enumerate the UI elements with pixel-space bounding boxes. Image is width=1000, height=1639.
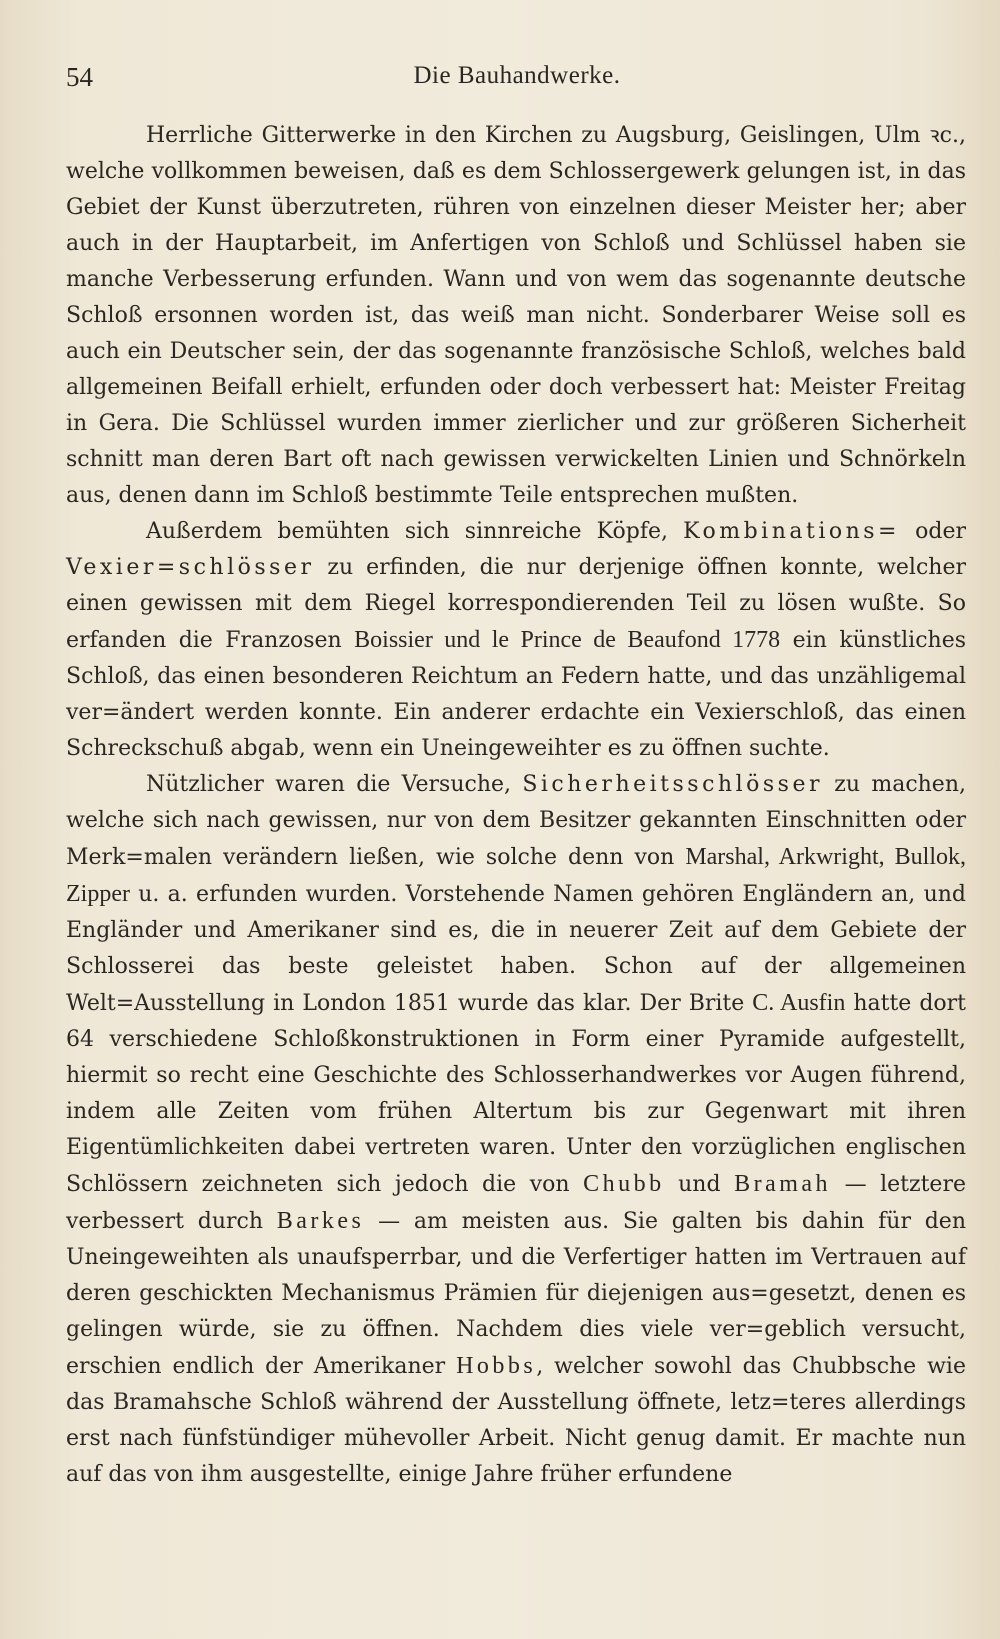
text-segment: zu erfinden, die nur derjenige öffnen konnte, welcher einen gewissen mit dem Riegel korrespondierenden Teil zu lösen wußte. So erfanden die Franzosen [66, 555, 966, 653]
text-segment: oder [900, 519, 966, 544]
spaced-term: Vexier=schlösser [66, 555, 315, 580]
roman-name: Marshal, Arkwright, Bullok, Zipper [66, 844, 966, 907]
roman-name: C. Ausfin [752, 990, 846, 1016]
running-head [66, 58, 968, 94]
text-segment: — letztere verbessert durch [66, 1172, 966, 1234]
spaced-name: Bramah [734, 1171, 832, 1197]
text-segment: Nützlicher waren die Versuche, [146, 772, 523, 797]
spaced-term: Kombinations= [683, 519, 900, 544]
text-segment: — am meisten aus. Sie galten bis dahin für den Uneingeweihten als unaufsperrbar, und die Verfertiger hatten im Vertrauen auf deren geschickten Mechanismus Prämien für diejenigen aus=gesetzt, denen es gelingen würde, sie zu öffnen. Nachdem dies viele ver=geblich versucht, erschien endlich der Amerikaner [66, 1209, 966, 1379]
text-segment: , welcher sowohl das Chubbsche wie das Bramahsche Schloß während der Ausstellung öffnete, letz=teres allerdings erst nach fünfstündiger mühevoller Arbeit. Nicht genug damit. Er machte nun auf das von ihm ausgestellte, einige Jahre früher erfundene [66, 1354, 966, 1487]
text-segment: ein künstliches Schloß, das einen besonderen Reichtum an Federn hatte, und das unzähligemal ver=ändert werden konnte. Ein anderer erdachte ein Vexierschloß, das einen Schreckschuß abgab, wenn ein Uneingeweihter es zu öffnen suchte. [66, 628, 966, 761]
paragraph [66, 118, 966, 514]
text-segment: und [664, 1172, 735, 1197]
running-title: Die Bauhandwerke. [413, 62, 621, 89]
text-segment: hatte dort 64 verschiedene Schloßkonstruktionen in Form einer Pyramide aufgestellt, hiermit so recht eine Geschichte des Schlosserhandwerkes vor Augen führend, indem alle Zeiten vom frühen Altertum bis zur Gegenwart mit ihren Eigentümlichkeiten dabei vertreten waren. Unter den vorzüglichen englischen Schlössern zeichneten sich jedoch die von [66, 991, 966, 1197]
spaced-name: Barkes [276, 1208, 365, 1234]
text-segment: u. a. erfunden wurden. Vorstehende Namen gehören Engländern an, und Engländer und Amerikaner sind es, die in neuerer Zeit auf dem Gebiete der Schlosserei das beste geleistet haben. Schon auf der allgemeinen Welt=Ausstellung in London 1851 wurde das klar. Der Brite [66, 882, 966, 1016]
page-number: 54 [66, 62, 93, 92]
spaced-term: Sicherheitsschlösser [522, 772, 823, 797]
paragraph [66, 767, 966, 1493]
spaced-name: Chubb [583, 1171, 665, 1197]
paragraph [66, 514, 966, 767]
text-segment: Herrliche Gitterwerke in den Kirchen zu Augsburg, Geislingen, Ulm ꝛc., welche vollkommen beweisen, daß es dem Schlossergewerk gelungen ist, in das Gebiet der Kunst überzutreten, rühren von einzelnen dieser Meister her; aber auch in der Hauptarbeit, im Anfertigen von Schloß und Schlüssel haben sie manche Verbesserung erfunden. Wann und von wem das sogenannte deutsche Schloß ersonnen worden ist, das weiß man nicht. Sonderbarer Weise soll es auch ein Deutscher sein, der das sogenannte französische Schloß, welches bald allgemeinen Beifall erhielt, erfunden oder doch verbessert hat: Meister Freitag in Gera. Die Schlüssel wurden immer zierlicher und zur größeren Sicherheit schnitt man deren Bart oft nach gewissen verwickelten Linien und Schnörkeln aus, denen dann im Schloß bestimmte Teile entsprechen mußten. [66, 123, 966, 508]
text-segment: zu machen, welche sich nach gewissen, nur von dem Besitzer gekannten Einschnitten oder Merk=malen verändern ließen, wie solche denn von [66, 772, 966, 870]
spaced-name: Hobbs [456, 1353, 537, 1379]
text-segment: Außerdem bemühten sich sinnreiche Köpfe, [146, 519, 684, 544]
body-text [66, 118, 966, 1493]
roman-name: Boissier und le Prince de Beaufond 1778 [354, 627, 781, 653]
